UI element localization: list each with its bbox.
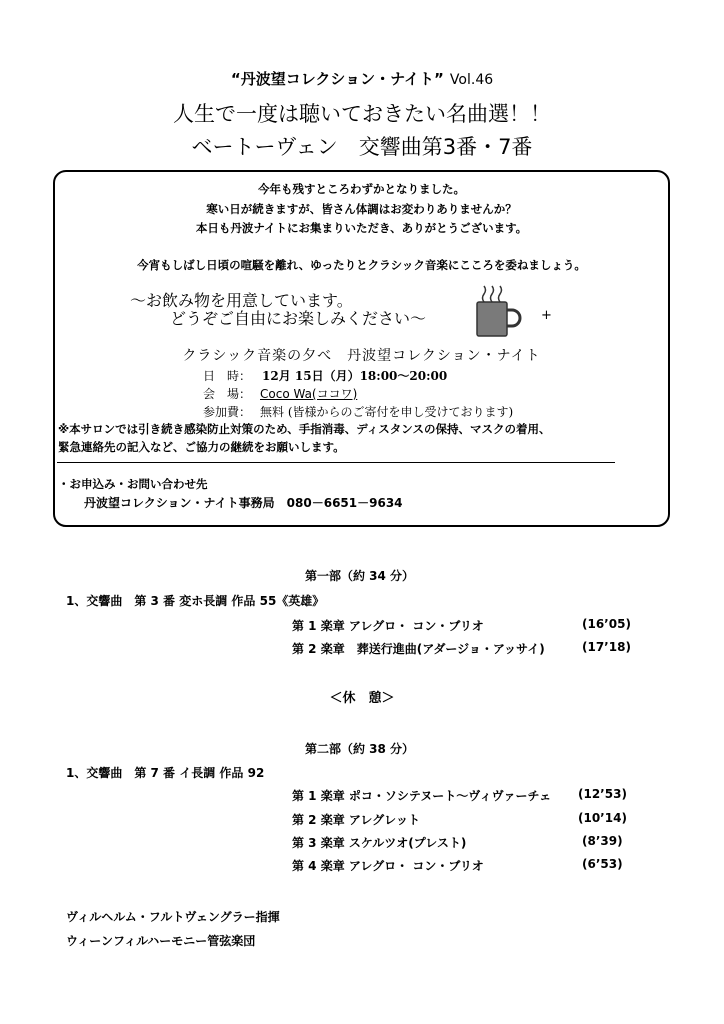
plus-sign: + bbox=[541, 308, 552, 323]
part2-title: 第二部（約 38 分） bbox=[305, 742, 415, 756]
part1-movement-1-time: (16’05) bbox=[582, 617, 631, 631]
contact-value: 丹波望コレクション・ナイト事務局 080－6651－9634 bbox=[84, 496, 403, 510]
event-title: クラシック音楽の夕べ 丹波望コレクション・ナイト bbox=[182, 348, 541, 364]
part1-movement-2-time: (17’18) bbox=[582, 640, 631, 654]
divider bbox=[57, 462, 615, 463]
part2-movement-4-time: (6’53) bbox=[582, 857, 623, 871]
part2-movement-3-time: (8’39) bbox=[582, 834, 623, 848]
date-label: 日 時： bbox=[203, 369, 252, 383]
conductor: ヴィルヘルム・フルトヴェングラー指揮 bbox=[66, 910, 280, 924]
part1-movement-1: 第 1 楽章 アレグロ・ コン・ブリオ bbox=[292, 619, 484, 633]
main-title: 人生で一度は聴いておきたい名曲選！！ bbox=[173, 102, 551, 126]
series-name: “丹波望コレクション・ナイト” bbox=[230, 70, 444, 88]
volume-number: Vol.46 bbox=[449, 72, 494, 88]
invitation-text: 今宵もしばし日頃の喧騒を離れ、ゆったりとクラシック音楽にこころを委ねましょう。 bbox=[137, 258, 586, 272]
contact-label: ・お申込み・お問い合わせ先 bbox=[58, 477, 208, 491]
intermission: ＜休 憩＞ bbox=[329, 691, 395, 706]
coffee-mug-icon bbox=[474, 282, 524, 342]
part2-movement-2: 第 2 楽章 アレグレット bbox=[292, 813, 421, 827]
part2-movement-3: 第 3 楽章 スケルツオ(プレスト) bbox=[292, 836, 467, 850]
part1-work: 1、交響曲 第 3 番 変ホ長調 作品 55《英雄》 bbox=[66, 594, 325, 608]
part2-movement-4: 第 4 楽章 アレグロ・ コン・ブリオ bbox=[292, 859, 484, 873]
sub-title: ベートーヴェン 交響曲第3番・7番 bbox=[191, 135, 533, 159]
drink-note-line-1: ～お飲み物を用意しています。 bbox=[130, 291, 353, 310]
covid-note-line-2: 緊急連絡先の記入など、ご協力の継続をお願いします。 bbox=[58, 440, 345, 454]
venue-label: 会 場： bbox=[203, 387, 252, 401]
venue-value: Coco Wa(ココワ) bbox=[260, 387, 358, 401]
greeting-line-2: 寒い日が続きますが、皆さん体調はお変わりありませんか？ bbox=[206, 202, 517, 216]
greeting-line-1: 今年も残すところわずかとなりました。 bbox=[258, 182, 465, 196]
series-title bbox=[0, 68, 724, 89]
greeting-line-3: 本日も丹波ナイトにお集まりいただき、ありがとうございます。 bbox=[195, 221, 528, 235]
covid-note-line-1: ※本サロンでは引き続き感染防止対策のため、手指消毒、ディスタンスの保持、マスクの着用、 bbox=[58, 422, 551, 436]
orchestra: ウィーンフィルハーモニー管弦楽団 bbox=[66, 934, 256, 948]
part2-movement-2-time: (10’14) bbox=[578, 811, 627, 825]
drink-note-line-2: どうぞご自由にお楽しみください～ bbox=[170, 309, 427, 328]
fee-value: 無料 (皆様からのご寄付を申し受けております) bbox=[260, 405, 514, 419]
part2-movement-1: 第 1 楽章 ポコ・ソシテヌート～ヴィヴァーチェ bbox=[292, 789, 552, 803]
fee-label: 参加費： bbox=[203, 405, 252, 419]
part1-title: 第一部（約 34 分） bbox=[305, 569, 415, 583]
part2-work: 1、交響曲 第 7 番 イ長調 作品 92 bbox=[66, 766, 265, 780]
date-value: 12月 15日（月）18:00～20:00 bbox=[262, 369, 448, 383]
part2-movement-1-time: (12’53) bbox=[578, 787, 627, 801]
part1-movement-2: 第 2 楽章 葬送行進曲(アダージョ・アッサイ) bbox=[292, 642, 545, 656]
